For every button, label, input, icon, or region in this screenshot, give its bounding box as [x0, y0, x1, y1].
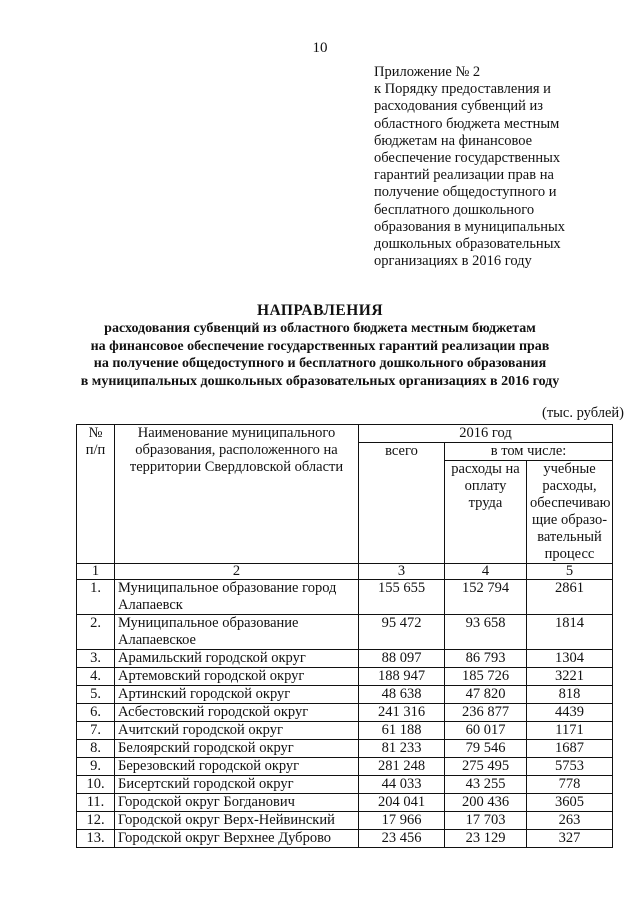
- row-number: 7.: [77, 722, 115, 740]
- header-num: № п/п: [77, 425, 115, 564]
- header-edu: учебные расходы, обеспечиваю щие образо- вательный процесс: [527, 461, 613, 564]
- edu-value: 1171: [527, 722, 613, 740]
- table-row: [77, 615, 613, 650]
- table-row: [77, 812, 613, 830]
- document-subtitle-line: расходования субвенций из областного бюджета местным бюджетам: [104, 321, 536, 336]
- total-value: 155 655: [359, 580, 445, 615]
- municipality-name: Ачитский городской округ: [115, 722, 359, 740]
- appendix-line: организациях в 2016 году: [374, 253, 532, 270]
- document-subtitle-line: в муниципальных дошкольных образовательных организациях в 2016 году: [80, 373, 560, 389]
- municipality-name: Городской округ Верх-Нейвинский: [115, 812, 359, 830]
- column-number: 2: [115, 564, 359, 580]
- municipality-name: Белоярский городской округ: [115, 740, 359, 758]
- appendix-line: областного бюджета местным: [374, 115, 560, 132]
- header-year: 2016 год: [359, 425, 613, 443]
- table-row: [77, 740, 613, 758]
- appendix-line: обеспечение государственных: [374, 150, 561, 167]
- total-value: 17 966: [359, 812, 445, 830]
- municipality-name: Муниципальное образование Алапаевское: [115, 615, 359, 650]
- municipality-name: Арамильский городской округ: [115, 650, 359, 668]
- total-value: 48 638: [359, 686, 445, 704]
- edu-value: 778: [527, 776, 613, 794]
- row-number: 4.: [77, 668, 115, 686]
- municipality-name: Артемовский городской округ: [115, 668, 359, 686]
- document-subtitle-line: на финансовое обеспечение государственных гарантий реализации прав: [90, 338, 550, 354]
- wages-value: 275 495: [445, 758, 527, 776]
- row-number: 11.: [77, 794, 115, 812]
- appendix-line: дошкольных образовательных: [374, 236, 561, 253]
- table-row: [77, 704, 613, 722]
- wages-value: 43 255: [445, 776, 527, 794]
- units-label: (тыс. рублей): [542, 405, 624, 421]
- appendix-line: бюджетам на финансовое: [374, 132, 533, 149]
- wages-value: 60 017: [445, 722, 527, 740]
- edu-value: 818: [527, 686, 613, 704]
- appendix-line: получение общедоступного и: [374, 184, 557, 201]
- municipality-name: Артинский городской округ: [115, 686, 359, 704]
- wages-value: 47 820: [445, 686, 527, 704]
- page-number: 10: [312, 40, 328, 56]
- municipality-name: Муниципальное образование город Алапаевск: [115, 580, 359, 615]
- wages-value: 17 703: [445, 812, 527, 830]
- table-row: [77, 830, 613, 848]
- row-number: 6.: [77, 704, 115, 722]
- total-value: 95 472: [359, 615, 445, 650]
- total-value: 281 248: [359, 758, 445, 776]
- header-total: всего: [359, 443, 445, 564]
- edu-value: 263: [527, 812, 613, 830]
- wages-value: 23 129: [445, 830, 527, 848]
- column-number: 4: [445, 564, 527, 580]
- appendix-line: образования в муниципальных: [374, 218, 565, 235]
- table-row: [77, 758, 613, 776]
- wages-value: 185 726: [445, 668, 527, 686]
- edu-value: 1304: [527, 650, 613, 668]
- header-including: в том числе:: [445, 443, 613, 461]
- document-title-block: [0, 302, 640, 390]
- table-row: [77, 722, 613, 740]
- municipality-name: Городской округ Богданович: [115, 794, 359, 812]
- row-number: 9.: [77, 758, 115, 776]
- row-number: 10.: [77, 776, 115, 794]
- total-value: 61 188: [359, 722, 445, 740]
- subsidy-table: [76, 424, 613, 848]
- table-row: [77, 794, 613, 812]
- wages-value: 93 658: [445, 615, 527, 650]
- total-value: 188 947: [359, 668, 445, 686]
- row-number: 12.: [77, 812, 115, 830]
- total-value: 241 316: [359, 704, 445, 722]
- wages-value: 86 793: [445, 650, 527, 668]
- table-row: [77, 580, 613, 615]
- row-number: 13.: [77, 830, 115, 848]
- row-number: 2.: [77, 615, 115, 650]
- wages-value: 79 546: [445, 740, 527, 758]
- table-row: [77, 686, 613, 704]
- edu-value: 3605: [527, 794, 613, 812]
- table-header-row: [77, 425, 613, 443]
- municipality-name: Асбестовский городской округ: [115, 704, 359, 722]
- column-number-row: [77, 564, 613, 580]
- row-number: 1.: [77, 580, 115, 615]
- row-number: 8.: [77, 740, 115, 758]
- edu-value: 327: [527, 830, 613, 848]
- column-number: 3: [359, 564, 445, 580]
- row-number: 5.: [77, 686, 115, 704]
- edu-value: 3221: [527, 668, 613, 686]
- table-row: [77, 650, 613, 668]
- wages-value: 236 877: [445, 704, 527, 722]
- appendix-line: гарантий реализации прав на: [374, 167, 554, 184]
- appendix-line: Приложение № 2: [374, 64, 481, 80]
- appendix-block: [374, 64, 624, 270]
- document-title: НАПРАВЛЕНИЯ: [256, 302, 384, 319]
- wages-value: 200 436: [445, 794, 527, 812]
- table-body: [77, 580, 613, 848]
- header-wages: расходы на оплату труда: [445, 461, 527, 564]
- header-name: Наименование муниципального образования, расположенного на территории Свердловской области: [115, 425, 359, 564]
- appendix-line: расходования субвенций из: [374, 98, 544, 115]
- total-value: 204 041: [359, 794, 445, 812]
- edu-value: 1687: [527, 740, 613, 758]
- table-row: [77, 776, 613, 794]
- municipality-name: Городской округ Верхнее Дуброво: [115, 830, 359, 848]
- edu-value: 1814: [527, 615, 613, 650]
- municipality-name: Бисертский городской округ: [115, 776, 359, 794]
- edu-value: 5753: [527, 758, 613, 776]
- appendix-line: к Порядку предоставления и: [374, 81, 551, 98]
- total-value: 44 033: [359, 776, 445, 794]
- total-value: 23 456: [359, 830, 445, 848]
- wages-value: 152 794: [445, 580, 527, 615]
- column-number: 5: [527, 564, 613, 580]
- appendix-line: бесплатного дошкольного: [374, 201, 535, 218]
- column-number: 1: [77, 564, 115, 580]
- total-value: 88 097: [359, 650, 445, 668]
- table-row: [77, 668, 613, 686]
- edu-value: 2861: [527, 580, 613, 615]
- total-value: 81 233: [359, 740, 445, 758]
- row-number: 3.: [77, 650, 115, 668]
- municipality-name: Березовский городской округ: [115, 758, 359, 776]
- edu-value: 4439: [527, 704, 613, 722]
- document-subtitle-line: на получение общедоступного и бесплатного дошкольного образования: [93, 356, 547, 371]
